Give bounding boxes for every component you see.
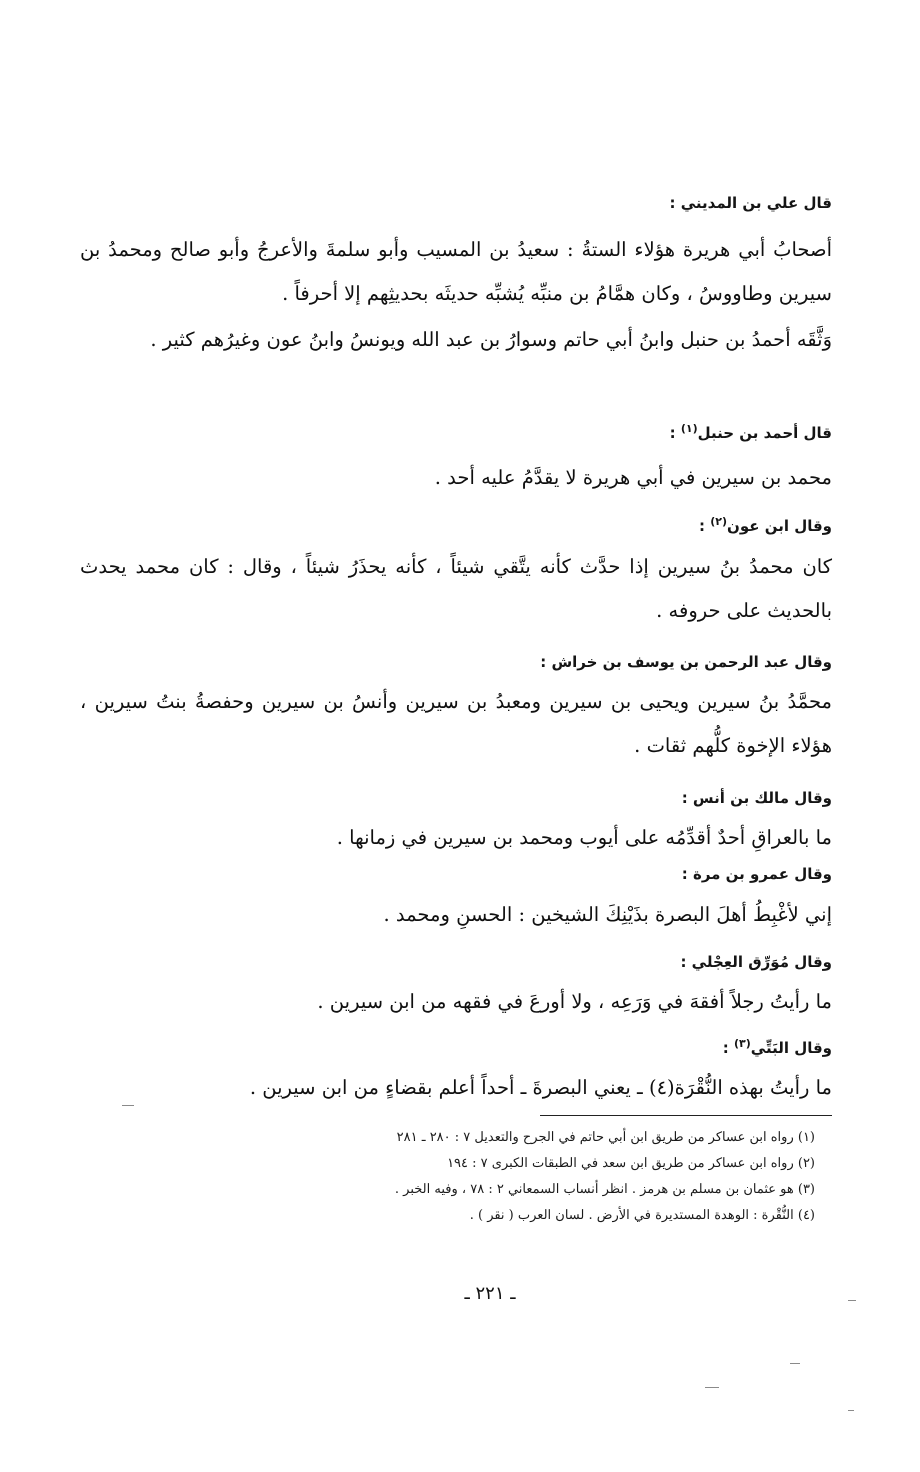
- section-heading-ali-ibn-al-madini: [80, 193, 832, 213]
- footnote-3: (٣) هو عثمان بن مسلم بن هرمز . انظر أنساب السمعاني ٢ : ٧٨ ، وفيه الخبر .: [394, 1182, 815, 1197]
- paragraph-text: محمَّدُ بنُ سيرين ويحيى بن سيرين ومعبدُ بن سيرين وأنسُ بن سيرين وحفصةُ بنتُ سيرين ، هؤلاء الإخوة كلُّهم ثقات .: [80, 690, 832, 757]
- footnote-ref: (٣): [734, 1037, 751, 1050]
- heading-text: وقال البَتِّي: [750, 1039, 832, 1057]
- footnote-4: (٤) النُّقْرة : الوهدة المستديرة في الأرض . لسان العرب ( نقر ) .: [469, 1208, 815, 1223]
- paragraph-text: ما بالعراقِ أحدٌ أقدِّمُه على أيوب ومحمد بن سيرين في زمانها .: [336, 826, 832, 849]
- footnote-ref: (٢): [710, 515, 728, 528]
- heading-text: وقال ابن عون: [727, 517, 832, 535]
- paragraph-text: كان محمدُ بنُ سيرين إذا حدَّث كأنه يتَّقي شيئاً ، كأنه يحذَرُ شيئاً ، وقال : كان محمد يحدث بالحديث على حروفه .: [80, 555, 832, 622]
- footnote-2: (٢) رواه ابن عساكر من طريق ابن سعد في الطبقات الكبرى ٧ : ١٩٤: [447, 1156, 815, 1171]
- paragraph-text: إني لأغْبِطُ أهلَ البصرة بذَيْنِكَ الشيخين : الحسنِ ومحمد .: [383, 903, 832, 926]
- section-heading-amr-ibn-murra: [80, 864, 832, 884]
- paragraph-text: أصحابُ أبي هريرة هؤلاء الستةُ : سعيدُ بن المسيب وأبو سلمةَ والأعرجُ وأبو صالح ومحمدُ بن سيرين وطاووسُ ، وكان همَّامُ بن منبِّه يُشبِّه حديثَه بحديثِهم إلا أحرفاً .: [80, 238, 832, 305]
- paragraph-ahmad-quote: [80, 456, 832, 500]
- scan-speck: [848, 1410, 854, 1411]
- heading-text: وقال مُوَرِّق العِجْلي :: [680, 953, 832, 971]
- heading-text: وقال عمرو بن مرة :: [681, 865, 832, 883]
- scan-speck: [122, 1105, 134, 1106]
- paragraph-muwarriq-quote: [80, 980, 832, 1024]
- section-heading-ibn-awn: [80, 516, 832, 536]
- paragraph-al-batti-quote: [80, 1066, 832, 1110]
- scan-speck: [705, 1387, 719, 1388]
- heading-colon: :: [669, 424, 681, 442]
- section-heading-malik-ibn-anas: [80, 788, 832, 808]
- footnote-1: (١) رواه ابن عساكر من طريق ابن أبي حاتم في الجرح والتعديل ٧ : ٢٨٠ ـ ٢٨١: [396, 1130, 815, 1145]
- paragraph-malik-quote: [80, 816, 832, 860]
- section-heading-muwarriq-al-ijli: [80, 952, 832, 972]
- paragraph-authenticators: [80, 318, 832, 362]
- paragraph-amr-quote: [80, 893, 832, 937]
- heading-colon: :: [722, 1039, 734, 1057]
- section-heading-al-batti: [80, 1038, 832, 1058]
- section-heading-ahmad-ibn-hanbal: [80, 423, 832, 443]
- section-heading-ibn-khirash: [80, 652, 832, 672]
- paragraph-text: ما رأيتُ بهذه النُّقْرَة(٤) ـ يعني البصرةَ ـ أحداً أعلم بقضاءٍ من ابن سيرين .: [249, 1076, 832, 1099]
- heading-text: قال علي بن المديني :: [669, 194, 832, 212]
- heading-colon: :: [699, 517, 711, 535]
- page-number: ـ ٢٢١ ـ: [464, 1283, 516, 1304]
- footnote-separator: [540, 1115, 832, 1116]
- paragraph-ibn-awn-quote: [80, 545, 832, 633]
- paragraph-text: محمد بن سيرين في أبي هريرة لا يقدَّمُ عليه أحد .: [434, 466, 832, 489]
- footnote-ref: (١): [680, 422, 698, 435]
- scan-speck: [848, 1300, 856, 1301]
- scan-speck: [790, 1363, 800, 1364]
- heading-text: وقال عبد الرحمن بن يوسف بن خراش :: [540, 653, 832, 671]
- paragraph-companions-of-abu-hurayra: [80, 228, 832, 316]
- heading-text: قال أحمد بن حنبل: [697, 424, 832, 442]
- footnotes: [120, 1125, 815, 1229]
- paragraph-ibn-khirash-quote: [80, 680, 832, 768]
- heading-text: وقال مالك بن أنس :: [681, 789, 832, 807]
- paragraph-text: ما رأيتُ رجلاً أفقهَ في وَرَعِه ، ولا أورعَ في فقهه من ابن سيرين .: [317, 990, 832, 1013]
- paragraph-text: وَثَّقَه أحمدُ بن حنبل وابنُ أبي حاتم وسوارُ بن عبد الله ويونسُ وابنُ عون وغيرُهم كثير .: [150, 328, 832, 351]
